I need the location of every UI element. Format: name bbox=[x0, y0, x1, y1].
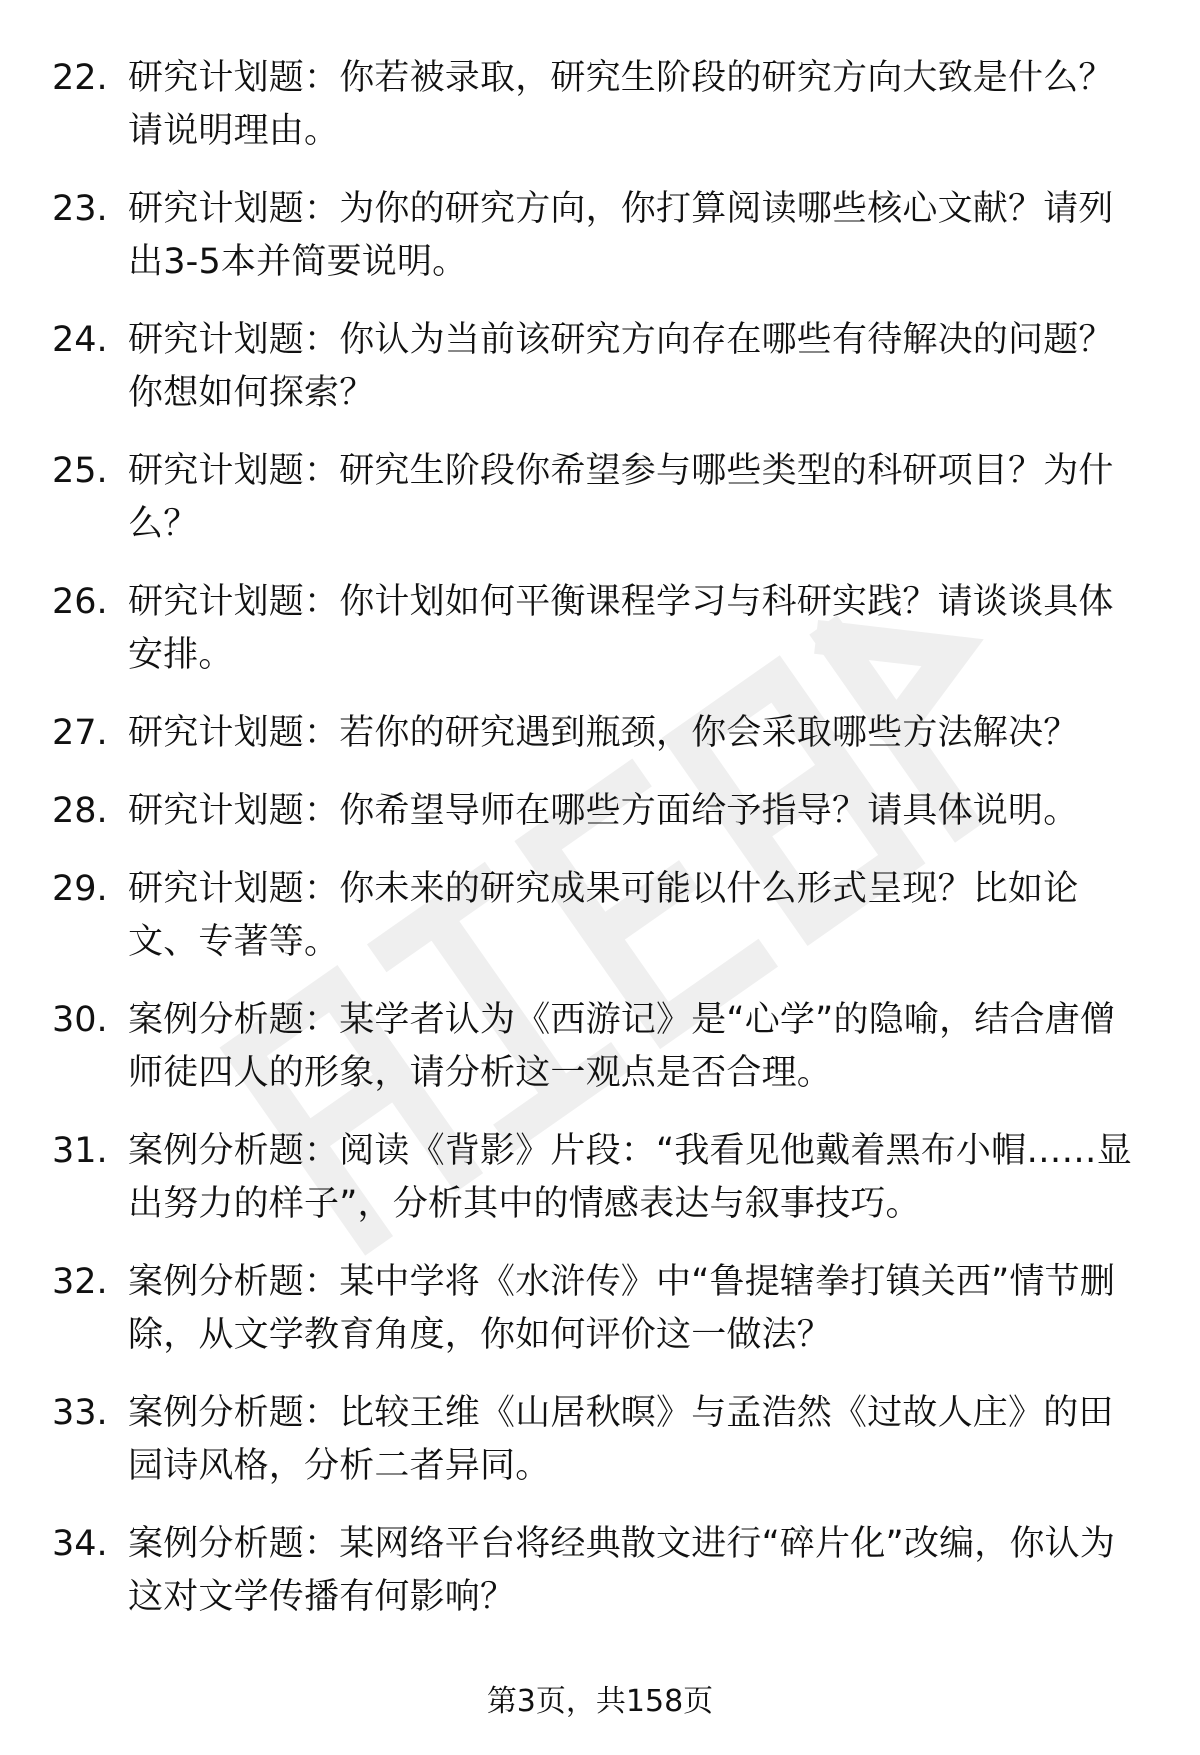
question-item-22 bbox=[0, 52, 1200, 158]
question-item-34 bbox=[0, 1518, 1200, 1624]
question-item-23 bbox=[0, 183, 1200, 289]
question-text: 研究计划题：你认为当前该研究方向存在哪些有待解决的问题？你想如何探索？ bbox=[128, 320, 1114, 413]
question-list bbox=[0, 52, 1200, 1649]
question-number: 34. bbox=[52, 1524, 108, 1564]
question-item-30 bbox=[0, 994, 1200, 1100]
question-number: 27. bbox=[52, 713, 108, 753]
question-text: 案例分析题：某网络平台将经典散文进行“碎片化”改编，你认为这对文学传播有何影响？ bbox=[128, 1524, 1116, 1617]
question-text: 研究计划题：你未来的研究成果可能以什么形式呈现？比如论文、专著等。 bbox=[128, 869, 1079, 962]
question-number: 32. bbox=[52, 1262, 108, 1302]
question-text: 研究计划题：你希望导师在哪些方面给予指导？请具体说明。 bbox=[128, 791, 1079, 831]
question-text: 研究计划题：你若被录取，研究生阶段的研究方向大致是什么？请说明理由。 bbox=[128, 58, 1114, 151]
question-number: 24. bbox=[52, 320, 108, 360]
question-text: 研究计划题：若你的研究遇到瓶颈，你会采取哪些方法解决？ bbox=[128, 713, 1079, 753]
question-number: 28. bbox=[52, 791, 108, 831]
page-number: 第3页，共158页 bbox=[486, 1684, 714, 1719]
question-number: 25. bbox=[52, 451, 108, 491]
question-number: 31. bbox=[52, 1131, 108, 1171]
question-number: 30. bbox=[52, 1000, 108, 1040]
question-item-32 bbox=[0, 1256, 1200, 1362]
question-item-24 bbox=[0, 314, 1200, 420]
question-text: 研究计划题：你计划如何平衡课程学习与科研实践？请谈谈具体安排。 bbox=[128, 582, 1114, 675]
question-number: 26. bbox=[52, 582, 108, 622]
question-item-25 bbox=[0, 445, 1200, 551]
question-text: 案例分析题：比较王维《山居秋暝》与孟浩然《过故人庄》的田园诗风格，分析二者异同。 bbox=[128, 1393, 1114, 1486]
question-number: 33. bbox=[52, 1393, 108, 1433]
question-number: 29. bbox=[52, 869, 108, 909]
question-text: 案例分析题：某学者认为《西游记》是“心学”的隐喻，结合唐僧师徒四人的形象，请分析这一观点是否合理。 bbox=[128, 1000, 1116, 1093]
question-number: 22. bbox=[52, 58, 108, 98]
question-text: 案例分析题：某中学将《水浒传》中“鲁提辖拳打镇关西”情节删除，从文学教育角度，你如何评价这一做法？ bbox=[128, 1262, 1116, 1355]
question-number: 23. bbox=[52, 189, 108, 229]
question-text: 研究计划题：研究生阶段你希望参与哪些类型的科研项目？为什么？ bbox=[128, 451, 1114, 544]
question-item-31 bbox=[0, 1125, 1200, 1231]
question-item-26 bbox=[0, 576, 1200, 682]
question-item-33 bbox=[0, 1387, 1200, 1493]
question-text: 案例分析题：阅读《背影》片段：“我看见他戴着黑布小帽……显出努力的样子”，分析其中的情感表达与叙事技巧。 bbox=[128, 1131, 1132, 1224]
question-item-28 bbox=[0, 785, 1200, 838]
question-text: 研究计划题：为你的研究方向，你打算阅读哪些核心文献？请列出3-5本并简要说明。 bbox=[128, 189, 1114, 282]
question-item-29 bbox=[0, 863, 1200, 969]
question-item-27 bbox=[0, 707, 1200, 760]
